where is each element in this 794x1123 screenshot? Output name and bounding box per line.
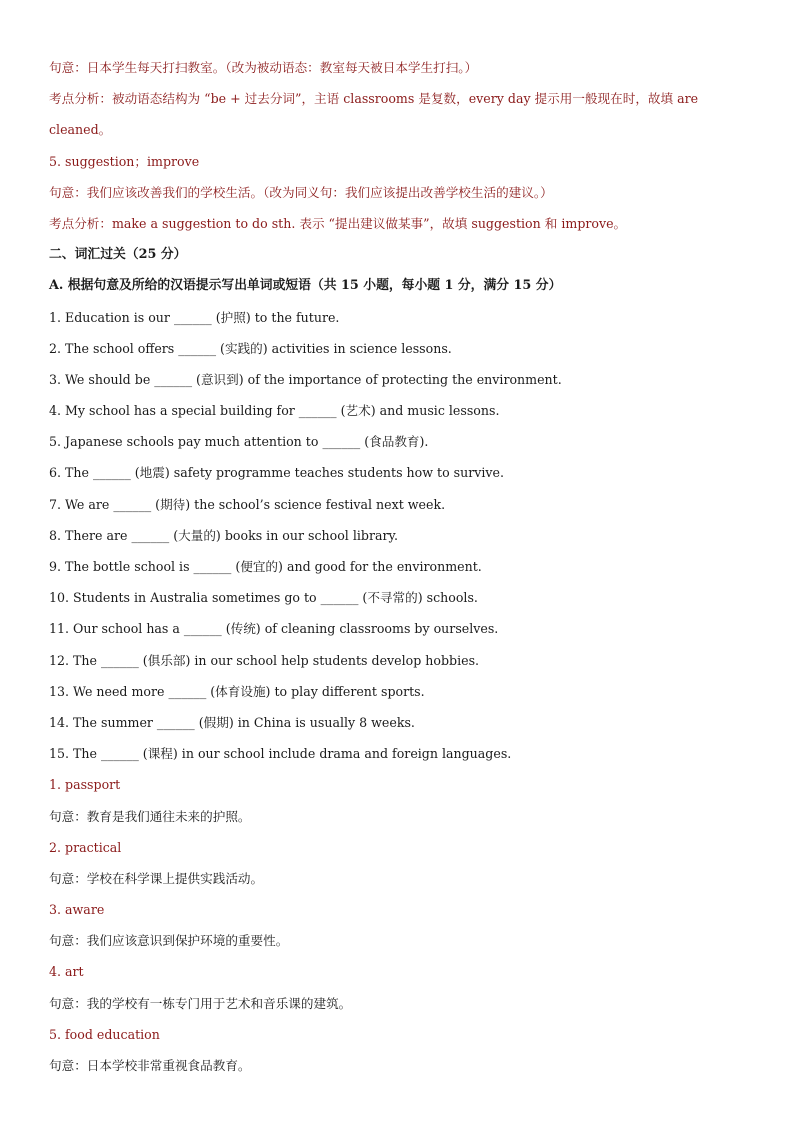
answer-list xyxy=(49,769,749,1081)
answer-item: 1. passport xyxy=(49,777,121,793)
question-item: 4. My school has a special building for ______ (艺术) and music lessons. xyxy=(49,403,500,419)
answer-item: 4. art xyxy=(49,964,84,980)
answer-meaning: 句意：我的学校有一栋专门用于艺术和音乐课的建筑。 xyxy=(49,995,352,1011)
question-item: 2. The school offers ______ (实践的) activities in science lessons. xyxy=(49,340,452,356)
question-item: 13. We need more ______ (体育设施) to play different sports. xyxy=(49,683,425,699)
answer-item: 5. food education xyxy=(49,1026,160,1042)
analysis-line: 考点分析：make a suggestion to do sth. 表示 “提出建议做某事”，故填 suggestion 和 improve。 xyxy=(49,215,627,231)
question-item: 7. We are ______ (期待) the school’s science festival next week. xyxy=(49,496,446,512)
question-item: 10. Students in Australia sometimes go to ______ (不寻常的) schools. xyxy=(49,590,478,606)
question-item: 9. The bottle school is ______ (便宜的) and good for the environment. xyxy=(49,559,482,574)
answer-item: 2. practical xyxy=(49,839,122,855)
answer-meaning: 句意：教育是我们通往未来的护照。 xyxy=(49,808,251,824)
question-item: 12. The ______ (俱乐部) in our school help students develop hobbies. xyxy=(49,652,480,668)
answer-item: 3. aware xyxy=(49,902,105,918)
analysis-line: 考点分析：被动语态结构为 “be + 过去分词”，主语 classrooms 是复数，every day 提示用一般现在时，故填 are xyxy=(49,91,699,107)
question-item: 1. Education is our ______ (护照) to the future. xyxy=(49,309,340,325)
meaning-line: 句意：日本学生每天打扫教室。（改为被动语态：教室每天被日本学生打扫。） xyxy=(49,60,478,75)
question-item: 3. We should be ______ (意识到) of the importance of protecting the environment. xyxy=(49,371,562,387)
answer-line: 5. suggestion；improve xyxy=(49,153,200,169)
question-list xyxy=(49,302,749,770)
answer-meaning: 句意：学校在科学课上提供实践活动。 xyxy=(49,870,264,886)
section-subtitle: A. 根据句意及所给的汉语提示写出单词或短语（共 15 小题，每小题 1 分，满分 15 分） xyxy=(49,278,562,294)
question-item: 15. The ______ (课程) in our school include drama and foreign languages. xyxy=(49,746,512,762)
question-item: 14. The summer ______ (假期) in China is usually 8 weeks. xyxy=(49,714,415,730)
question-item: 5. Japanese schools pay much attention to ______ (食品教育). xyxy=(49,434,429,450)
analysis-line-continued: cleaned。 xyxy=(49,122,112,138)
question-item: 6. The ______ (地震) safety programme teaches students how to survive. xyxy=(49,465,504,481)
section-title: 二、词汇过关（25 分） xyxy=(49,247,187,263)
meaning-line: 句意：我们应该改善我们的学校生活。（改为同义句：我们应该提出改善学校生活的建议。） xyxy=(49,184,553,200)
question-item: 8. There are ______ (大量的) books in our school library. xyxy=(49,527,398,543)
answer-meaning: 句意：我们应该意识到保护环境的重要性。 xyxy=(49,933,289,949)
document-page xyxy=(49,52,749,1081)
question-item: 11. Our school has a ______ (传统) of cleaning classrooms by ourselves. xyxy=(49,621,499,637)
answer-meaning: 句意：日本学校非常重视食品教育。 xyxy=(49,1058,251,1073)
